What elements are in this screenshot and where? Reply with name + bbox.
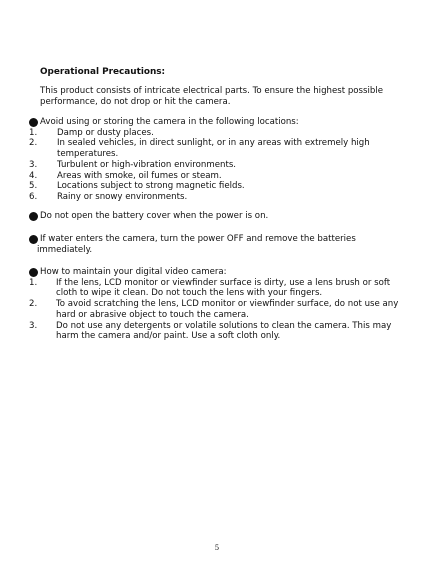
section-heading: Operational Precautions:: [40, 67, 166, 77]
list-item: [29, 181, 404, 192]
avoid-locations-list: [29, 128, 404, 203]
list-item-text: To avoid scratching the lens, LCD monitor or viewfinder surface, do not use any hard or abrasive object to touch the camera.: [56, 299, 399, 320]
bullet-water: [29, 234, 404, 245]
list-item-text: Damp or dusty places.: [57, 127, 154, 138]
bullet-dot-icon: [29, 235, 38, 244]
bullet-water-continuation: immediately.: [37, 244, 93, 255]
battery-section: [29, 211, 404, 222]
list-item: [29, 321, 404, 342]
bullet-avoid-text: Avoid using or storing the camera in the following locations:: [40, 117, 299, 127]
list-item-text: Turbulent or high-vibration environments.: [57, 159, 237, 170]
bullet-battery-text: Do not open the battery cover when the power is on.: [40, 211, 269, 221]
bullet-dot-icon: [29, 212, 38, 221]
list-item-text: Do not use any detergents or volatile solutions to clean the camera. This may harm the camera and/or paint. Use a soft cloth only.: [56, 320, 392, 342]
list-item-number: 3.: [29, 320, 38, 331]
list-item-number: 4.: [29, 170, 38, 181]
list-item-number: 6.: [29, 191, 38, 202]
list-item-text: Locations subject to strong magnetic fields.: [57, 181, 245, 192]
list-item-text: In sealed vehicles, in direct sunlight, or in any areas with extremely high temperatures.: [57, 138, 370, 160]
bullet-maintain-text: How to maintain your digital video camera:: [40, 267, 227, 277]
bullet-dot-icon: [29, 118, 38, 127]
avoid-locations-section: [29, 117, 404, 203]
list-item: [29, 192, 404, 203]
bullet-dot-icon: [29, 268, 38, 277]
list-item-number: 1.: [29, 127, 38, 138]
list-item: [29, 128, 404, 139]
bullet-avoid: [29, 117, 404, 128]
list-item: [29, 278, 404, 299]
list-item: [29, 171, 404, 182]
list-item-number: 1.: [29, 277, 38, 288]
maintenance-list: [29, 278, 404, 342]
list-item-number: 5.: [29, 181, 38, 192]
bullet-maintain: [29, 267, 404, 278]
maintenance-section: [29, 267, 404, 342]
list-item-number: 2.: [29, 138, 38, 149]
list-item-text: Areas with smoke, oil fumes or steam.: [57, 170, 222, 181]
list-item-number: 3.: [29, 159, 38, 170]
bullet-battery: [29, 211, 404, 222]
water-section: [29, 234, 404, 255]
page-number: 5: [214, 544, 220, 552]
list-item: [29, 138, 404, 159]
list-item: [29, 160, 404, 171]
intro-paragraph: This product consists of intricate electrical parts. To ensure the highest possible performance, do not drop or hit the camera.: [40, 86, 384, 107]
bullet-water-text: If water enters the camera, turn the power OFF and remove the batteries: [40, 234, 356, 244]
list-item-number: 2.: [29, 299, 38, 310]
list-item-text: If the lens, LCD monitor or viewfinder surface is dirty, use a lens brush or soft cloth to wipe it clean. Do not touch the lens with your fingers.: [56, 277, 391, 299]
list-item-text: Rainy or snowy environments.: [57, 191, 188, 202]
list-item: [29, 299, 404, 320]
